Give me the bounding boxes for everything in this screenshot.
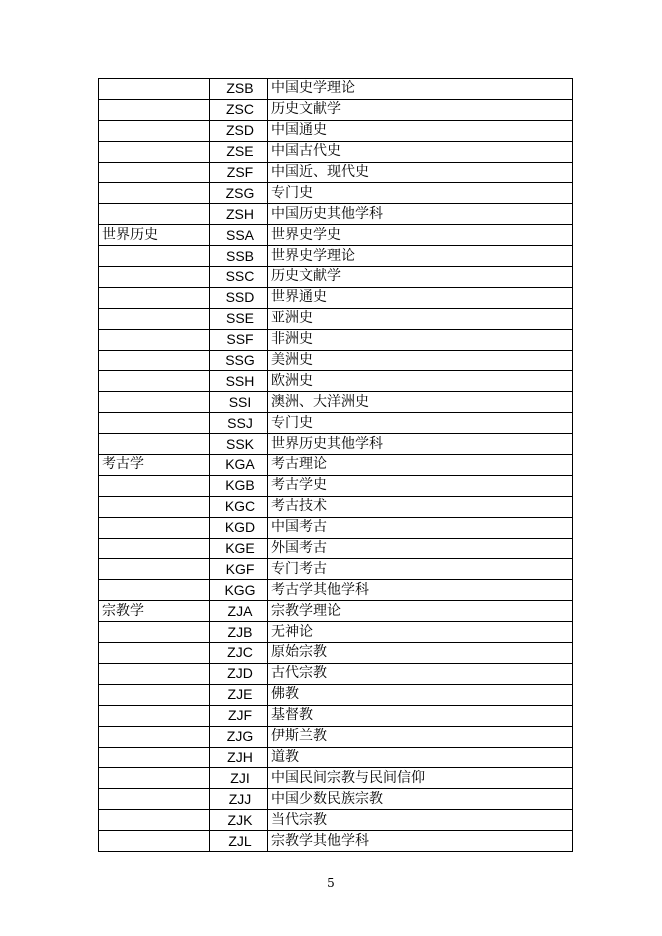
category-cell — [99, 434, 210, 455]
code-cell: SSK — [210, 434, 268, 455]
table-row — [99, 308, 573, 329]
subject-name-cell: 中国少数民族宗教 — [268, 789, 573, 810]
code-cell: SSE — [210, 308, 268, 329]
category-cell — [99, 726, 210, 747]
subject-name-cell: 世界通史 — [268, 287, 573, 308]
code-cell: SSG — [210, 350, 268, 371]
subject-name-cell: 中国近、现代史 — [268, 162, 573, 183]
subject-name-cell: 当代宗教 — [268, 810, 573, 831]
code-cell: ZSF — [210, 162, 268, 183]
subject-name-cell: 古代宗教 — [268, 663, 573, 684]
code-cell: ZJE — [210, 684, 268, 705]
table-row — [99, 601, 573, 622]
subject-name-cell: 中国民间宗教与民间信仰 — [268, 768, 573, 789]
category-cell — [99, 810, 210, 831]
code-cell: KGD — [210, 517, 268, 538]
category-cell — [99, 622, 210, 643]
category-cell — [99, 204, 210, 225]
category-cell — [99, 162, 210, 183]
table-row — [99, 559, 573, 580]
table-row — [99, 350, 573, 371]
table-row — [99, 538, 573, 559]
category-cell: 考古学 — [99, 455, 210, 476]
table-row — [99, 496, 573, 517]
table-row — [99, 726, 573, 747]
subject-name-cell: 考古理论 — [268, 455, 573, 476]
subject-name-cell: 考古学其他学科 — [268, 580, 573, 601]
category-cell — [99, 789, 210, 810]
table-row — [99, 225, 573, 246]
subject-name-cell: 无神论 — [268, 622, 573, 643]
category-cell — [99, 475, 210, 496]
category-cell — [99, 747, 210, 768]
code-cell: KGF — [210, 559, 268, 580]
category-cell: 宗教学 — [99, 601, 210, 622]
table-row — [99, 183, 573, 204]
table-row — [99, 79, 573, 100]
category-cell — [99, 141, 210, 162]
category-cell — [99, 517, 210, 538]
code-cell: ZSE — [210, 141, 268, 162]
subject-name-cell: 美洲史 — [268, 350, 573, 371]
category-cell — [99, 496, 210, 517]
subject-name-cell: 中国古代史 — [268, 141, 573, 162]
code-cell: SSI — [210, 392, 268, 413]
category-cell — [99, 538, 210, 559]
code-cell: ZJC — [210, 643, 268, 664]
category-cell — [99, 559, 210, 580]
category-cell — [99, 287, 210, 308]
category-cell — [99, 580, 210, 601]
code-cell: ZJH — [210, 747, 268, 768]
table-row — [99, 663, 573, 684]
subject-name-cell: 中国历史其他学科 — [268, 204, 573, 225]
table-body — [99, 79, 573, 852]
category-cell — [99, 371, 210, 392]
code-cell: KGB — [210, 475, 268, 496]
table-row — [99, 371, 573, 392]
code-cell: ZJA — [210, 601, 268, 622]
category-cell — [99, 684, 210, 705]
subject-name-cell: 基督教 — [268, 705, 573, 726]
table-row — [99, 329, 573, 350]
table-row — [99, 434, 573, 455]
table-row — [99, 622, 573, 643]
category-cell: 世界历史 — [99, 225, 210, 246]
category-cell — [99, 663, 210, 684]
category-cell — [99, 79, 210, 100]
category-cell — [99, 246, 210, 267]
code-cell: ZSB — [210, 79, 268, 100]
code-cell: ZSD — [210, 120, 268, 141]
code-cell: SSC — [210, 267, 268, 288]
subject-name-cell: 中国史学理论 — [268, 79, 573, 100]
subject-name-cell: 专门考古 — [268, 559, 573, 580]
subject-name-cell: 历史文献学 — [268, 99, 573, 120]
table-row — [99, 413, 573, 434]
category-cell — [99, 183, 210, 204]
code-cell: ZJL — [210, 831, 268, 852]
table-row — [99, 455, 573, 476]
table-row — [99, 580, 573, 601]
category-cell — [99, 768, 210, 789]
table-row — [99, 684, 573, 705]
page-number: 5 — [327, 876, 335, 890]
code-cell: ZJJ — [210, 789, 268, 810]
table-row — [99, 831, 573, 852]
subject-name-cell: 道教 — [268, 747, 573, 768]
code-cell: ZSH — [210, 204, 268, 225]
category-cell — [99, 308, 210, 329]
category-cell — [99, 267, 210, 288]
category-cell — [99, 413, 210, 434]
category-cell — [99, 329, 210, 350]
code-cell: KGC — [210, 496, 268, 517]
subject-name-cell: 佛教 — [268, 684, 573, 705]
subject-name-cell: 历史文献学 — [268, 267, 573, 288]
subject-name-cell: 中国考古 — [268, 517, 573, 538]
table-row — [99, 747, 573, 768]
code-cell: ZJI — [210, 768, 268, 789]
subject-name-cell: 宗教学其他学科 — [268, 831, 573, 852]
code-cell: KGG — [210, 580, 268, 601]
table-row — [99, 204, 573, 225]
subject-name-cell: 宗教学理论 — [268, 601, 573, 622]
table-row — [99, 162, 573, 183]
table-row — [99, 141, 573, 162]
table-row — [99, 475, 573, 496]
code-cell: KGA — [210, 455, 268, 476]
table-row — [99, 768, 573, 789]
table-row — [99, 120, 573, 141]
code-cell: KGE — [210, 538, 268, 559]
table-row — [99, 643, 573, 664]
category-cell — [99, 831, 210, 852]
subject-name-cell: 中国通史 — [268, 120, 573, 141]
code-cell: ZSC — [210, 99, 268, 120]
subject-name-cell: 专门史 — [268, 183, 573, 204]
category-cell — [99, 120, 210, 141]
subject-code-table — [98, 78, 573, 852]
code-cell: SSA — [210, 225, 268, 246]
subject-name-cell: 专门史 — [268, 413, 573, 434]
subject-name-cell: 外国考古 — [268, 538, 573, 559]
subject-name-cell: 考古学史 — [268, 475, 573, 496]
subject-name-cell: 世界史学理论 — [268, 246, 573, 267]
code-cell: SSD — [210, 287, 268, 308]
code-cell: ZJB — [210, 622, 268, 643]
table-row — [99, 810, 573, 831]
subject-name-cell: 考古技术 — [268, 496, 573, 517]
subject-name-cell: 澳洲、大洋洲史 — [268, 392, 573, 413]
code-cell: ZJK — [210, 810, 268, 831]
code-cell: SSB — [210, 246, 268, 267]
table-row — [99, 99, 573, 120]
code-cell: SSH — [210, 371, 268, 392]
table-row — [99, 392, 573, 413]
table-row — [99, 246, 573, 267]
table-row — [99, 705, 573, 726]
category-cell — [99, 643, 210, 664]
code-cell: SSJ — [210, 413, 268, 434]
subject-name-cell: 欧洲史 — [268, 371, 573, 392]
table-row — [99, 789, 573, 810]
code-cell: ZJD — [210, 663, 268, 684]
category-cell — [99, 99, 210, 120]
category-cell — [99, 392, 210, 413]
table-row — [99, 287, 573, 308]
subject-name-cell: 非洲史 — [268, 329, 573, 350]
category-cell — [99, 705, 210, 726]
subject-name-cell: 世界历史其他学科 — [268, 434, 573, 455]
subject-name-cell: 世界史学史 — [268, 225, 573, 246]
table-row — [99, 267, 573, 288]
code-cell: ZSG — [210, 183, 268, 204]
subject-name-cell: 亚洲史 — [268, 308, 573, 329]
subject-name-cell: 伊斯兰教 — [268, 726, 573, 747]
table-row — [99, 517, 573, 538]
subject-name-cell: 原始宗教 — [268, 643, 573, 664]
code-cell: ZJG — [210, 726, 268, 747]
category-cell — [99, 350, 210, 371]
code-cell: SSF — [210, 329, 268, 350]
code-cell: ZJF — [210, 705, 268, 726]
